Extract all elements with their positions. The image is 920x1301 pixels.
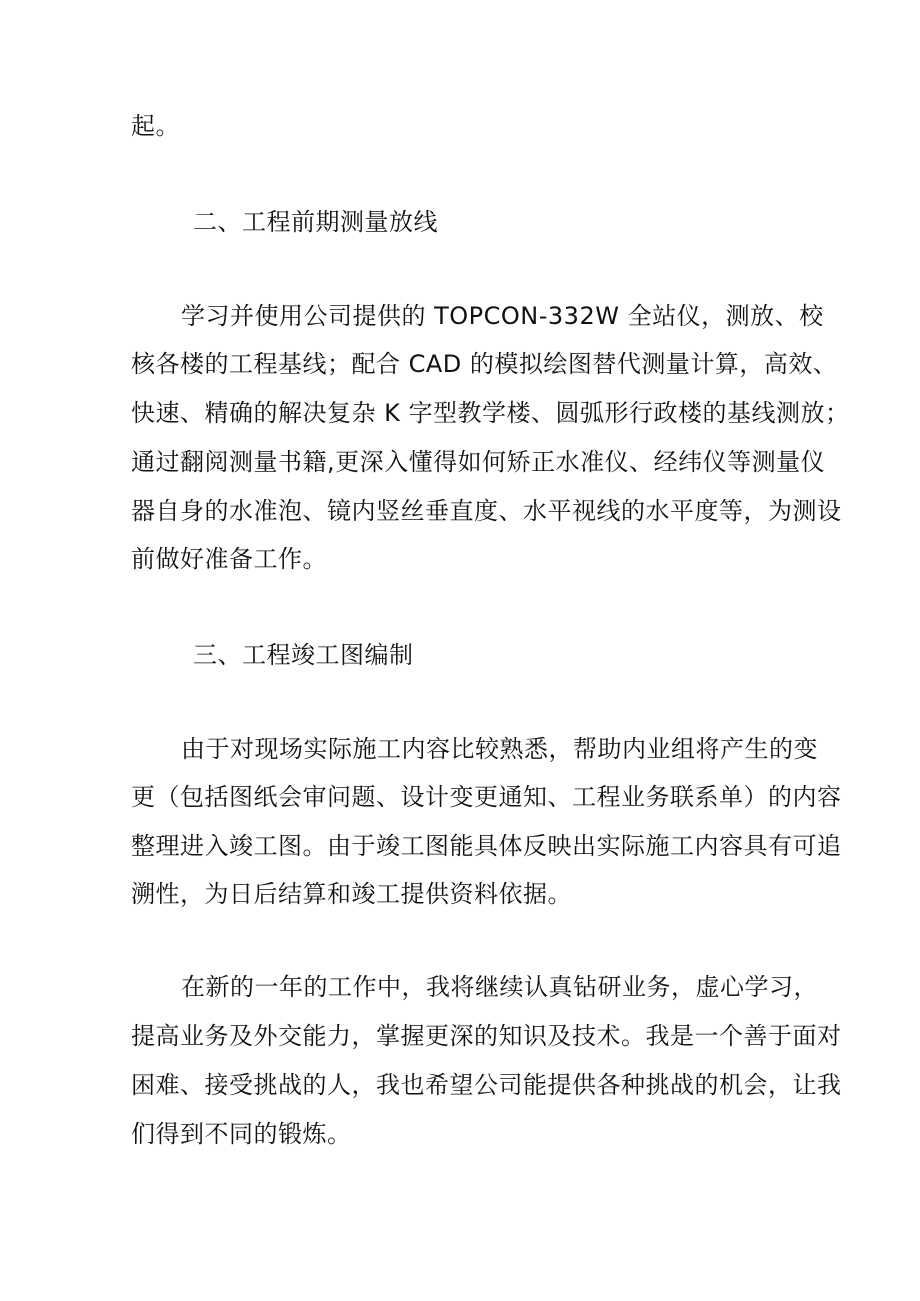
continuation-text: 起。 [131, 112, 180, 140]
paragraph-line: 前做好准备工作。 [131, 545, 327, 573]
paragraph-line: 通过翻阅测量书籍,更深入懂得如何矫正水准仪、经纬仪等测量仪 [131, 448, 826, 476]
paragraph-line: 由于对现场实际施工内容比较熟悉，帮助内业组将产生的变 [181, 735, 818, 763]
paragraph-line: 提高业务及外交能力，掌握更深的知识及技术。我是一个善于面对 [131, 1022, 842, 1050]
paragraph-line: 学习并使用公司提供的 TOPCON-332W 全站仪，测放、校 [181, 302, 824, 330]
section-heading-survey: 二、工程前期测量放线 [193, 208, 438, 236]
paragraph-line: 快速、精确的解决复杂 K 字型教学楼、圆弧形行政楼的基线测放； [131, 399, 850, 427]
paragraph-line: 更（包括图纸会审问题、设计变更通知、工程业务联系单）的内容 [131, 783, 842, 811]
section-heading-as-built: 三、工程竣工图编制 [193, 641, 414, 669]
paragraph-line: 溯性，为日后结算和竣工提供资料依据。 [131, 880, 572, 908]
paragraph-line: 在新的一年的工作中，我将继续认真钻研业务，虚心学习， [181, 973, 818, 1001]
paragraph-line: 整理进入竣工图。由于竣工图能具体反映出实际施工内容具有可追 [131, 832, 842, 860]
paragraph-line: 核各楼的工程基线；配合 CAD 的模拟绘图替代测量计算，高效、 [131, 350, 838, 378]
paragraph-line: 们得到不同的锻炼。 [131, 1120, 352, 1148]
paragraph-line: 困难、接受挑战的人，我也希望公司能提供各种挑战的机会，让我 [131, 1071, 842, 1099]
paragraph-line: 器自身的水准泡、镜内竖丝垂直度、水平视线的水平度等，为测设 [131, 497, 842, 525]
